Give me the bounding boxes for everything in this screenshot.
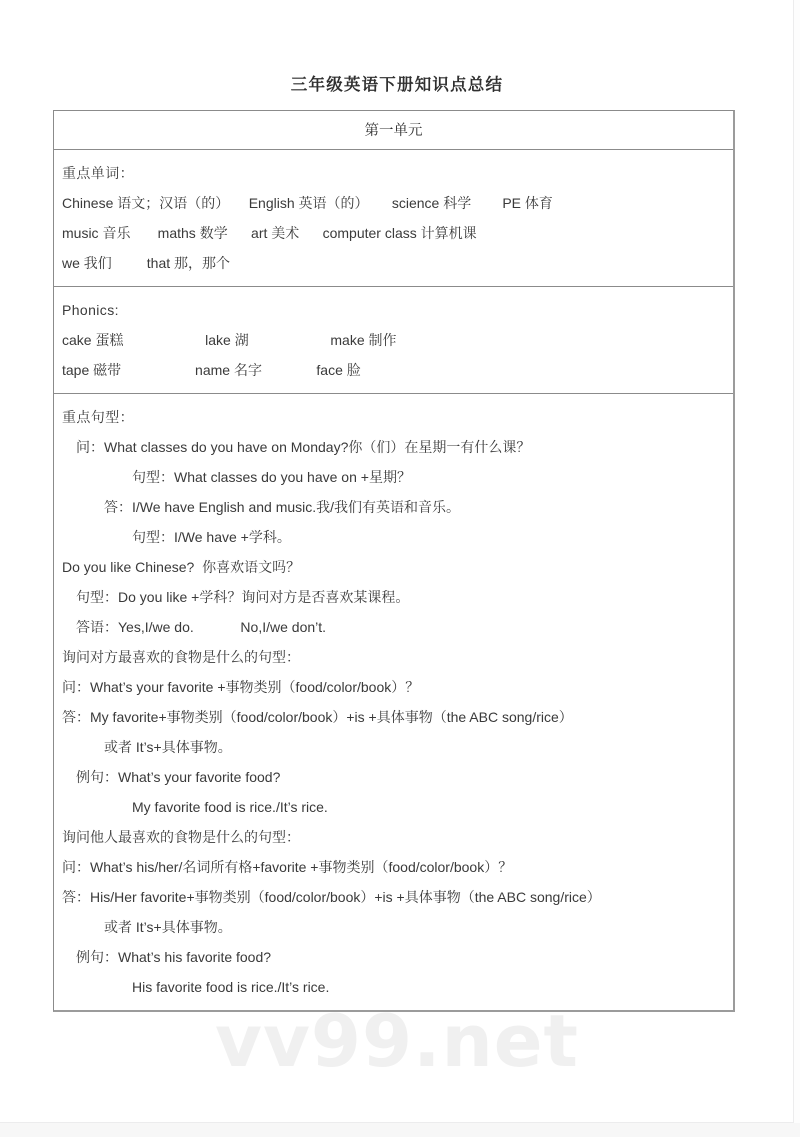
unit-header-label: 第一单元 <box>364 123 423 139</box>
table-row-sentence-patterns <box>54 394 733 1010</box>
table-row-unit-header <box>54 111 733 150</box>
table-row-phonics <box>54 287 733 394</box>
unit-table <box>53 110 735 1012</box>
key-words-line: music 音乐 maths 数学 art 美术 computer class 计算机课 <box>62 225 477 241</box>
sentence-patterns-cell <box>54 394 733 1010</box>
sentence-pattern-line: 答语：Yes,I/we do. No,I/we don’t. <box>76 619 327 635</box>
sentence-pattern-line: 或者 It’s+具体事物。 <box>104 739 232 755</box>
sentence-pattern-line: My favorite food is rice./It’s rice. <box>132 799 328 815</box>
sentence-pattern-line: 例句：What’s your favorite food? <box>76 769 281 785</box>
table-row-key-words <box>54 150 733 287</box>
key-words-heading: 重点单词： <box>62 165 134 181</box>
phonics-line: tape 磁带 name 名字 face 脸 <box>62 362 361 378</box>
sentence-pattern-line: His favorite food is rice./It’s rice. <box>132 979 330 995</box>
sentence-patterns-heading: 重点句型： <box>62 409 134 425</box>
sentence-pattern-line: 答：His/Her favorite+事物类别（food/color/book）+is +具体事物（the ABC song/rice） <box>62 889 601 905</box>
sentence-pattern-line: 询问对方最喜欢的食物是什么的句型： <box>62 649 300 665</box>
sentence-pattern-line: 问：What’s his/her/名词所有格+favorite +事物类别（food/color/book）？ <box>62 859 513 875</box>
sentence-pattern-line: 答：My favorite+事物类别（food/color/book）+is +具体事物（the ABC song/rice） <box>62 709 573 725</box>
sentence-pattern-line: Do you like Chinese? 你喜欢语文吗？ <box>62 559 301 575</box>
phonics-line: cake 蛋糕 lake 湖 make 制作 <box>62 332 397 348</box>
page-edge-bottom <box>0 1123 800 1137</box>
sentence-pattern-line: 句型：I/We have +学科。 <box>132 529 291 545</box>
phonics-heading: Phonics: <box>62 302 119 318</box>
key-words-cell <box>54 150 733 286</box>
sentence-pattern-line: 问：What’s your favorite +事物类别（food/color/book）？ <box>62 679 420 695</box>
sentence-pattern-line: 句型：What classes do you have on +星期？ <box>132 469 411 485</box>
sentence-pattern-line: 问：What classes do you have on Monday?你（们）在星期一有什么课？ <box>76 439 531 455</box>
key-words-line: Chinese 语文；汉语（的） English 英语（的） science 科学 PE 体育 <box>62 195 553 211</box>
site-watermark: vv99.net <box>215 999 579 1083</box>
page-edge-right <box>794 0 800 1137</box>
sentence-pattern-line: 询问他人最喜欢的食物是什么的句型： <box>62 829 300 845</box>
key-words-line: we 我们 that 那，那个 <box>62 255 231 271</box>
sentence-pattern-line: 答：I/We have English and music.我/我们有英语和音乐。 <box>104 499 461 515</box>
sentence-pattern-line: 例句：What’s his favorite food? <box>76 949 272 965</box>
sentence-pattern-line: 句型：Do you like +学科？询问对方是否喜欢某课程。 <box>76 589 410 605</box>
page-title: 三年级英语下册知识点总结 <box>290 75 504 94</box>
phonics-cell <box>54 287 733 393</box>
sentence-pattern-line: 或者 It’s+具体事物。 <box>104 919 232 935</box>
